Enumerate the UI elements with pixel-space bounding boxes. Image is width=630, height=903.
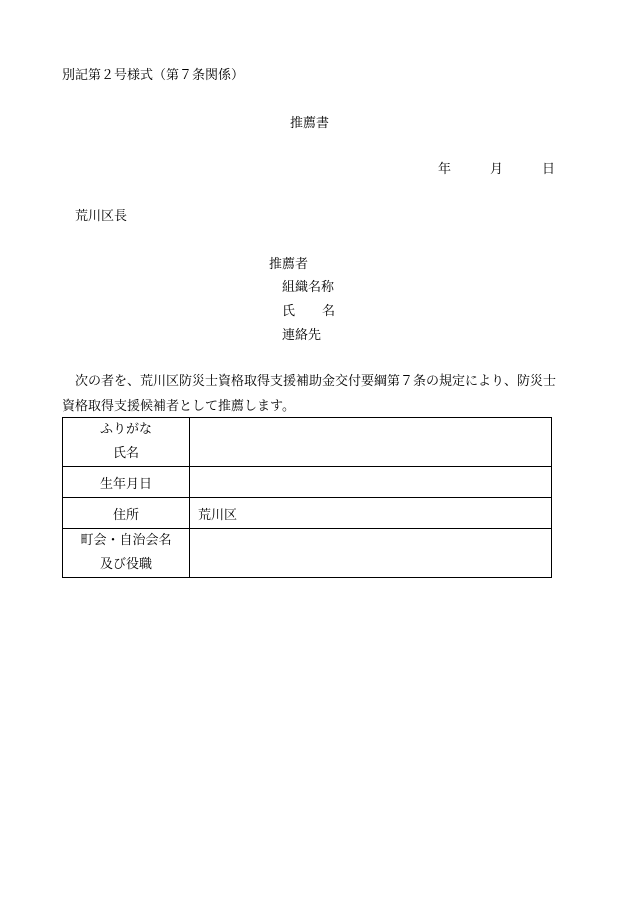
name-label: 氏名 bbox=[112, 446, 139, 461]
date-year-label: 年 bbox=[438, 162, 452, 177]
birthdate-value-cell[interactable] bbox=[190, 467, 552, 498]
association-label-line2: 及び役職 bbox=[99, 557, 152, 572]
birthdate-label: 生年月日 bbox=[63, 467, 190, 498]
table-row-birthdate bbox=[63, 467, 552, 498]
table-row-association bbox=[63, 529, 552, 578]
association-value-cell[interactable] bbox=[190, 529, 552, 578]
association-label-line1: 町会・自治会名 bbox=[80, 533, 172, 548]
association-label-cell bbox=[63, 529, 190, 578]
form-label: 別記第２号様式（第７条関係） bbox=[62, 68, 245, 83]
name-label-part1: 氏 bbox=[282, 304, 296, 319]
address-label: 住所 bbox=[63, 498, 190, 529]
body-text-line2: 資格取得支援候補者として推薦します。 bbox=[62, 399, 295, 414]
table-row-name bbox=[63, 418, 552, 467]
recommender-heading: 推薦者 bbox=[269, 257, 309, 272]
contact-label: 連絡先 bbox=[282, 328, 322, 343]
name-label-cell bbox=[63, 418, 190, 467]
table-row-address bbox=[63, 498, 552, 529]
name-label-part2: 名 bbox=[322, 304, 336, 319]
candidate-info-table bbox=[62, 417, 552, 578]
date-day-label: 日 bbox=[542, 162, 556, 177]
document-title: 推薦書 bbox=[290, 116, 330, 131]
body-text-line1: 次の者を、荒川区防災士資格取得支援補助金交付要綱第７条の規定により、防災士 bbox=[62, 374, 557, 389]
name-value-cell[interactable] bbox=[190, 418, 552, 467]
recommender-name-label bbox=[282, 305, 335, 318]
date-month-label: 月 bbox=[490, 162, 504, 177]
furigana-label: ふりがな bbox=[99, 422, 152, 437]
addressee: 荒川区長 bbox=[75, 209, 128, 224]
organization-name-label: 組織名称 bbox=[282, 280, 335, 295]
address-value-cell[interactable]: 荒川区 bbox=[190, 498, 552, 529]
